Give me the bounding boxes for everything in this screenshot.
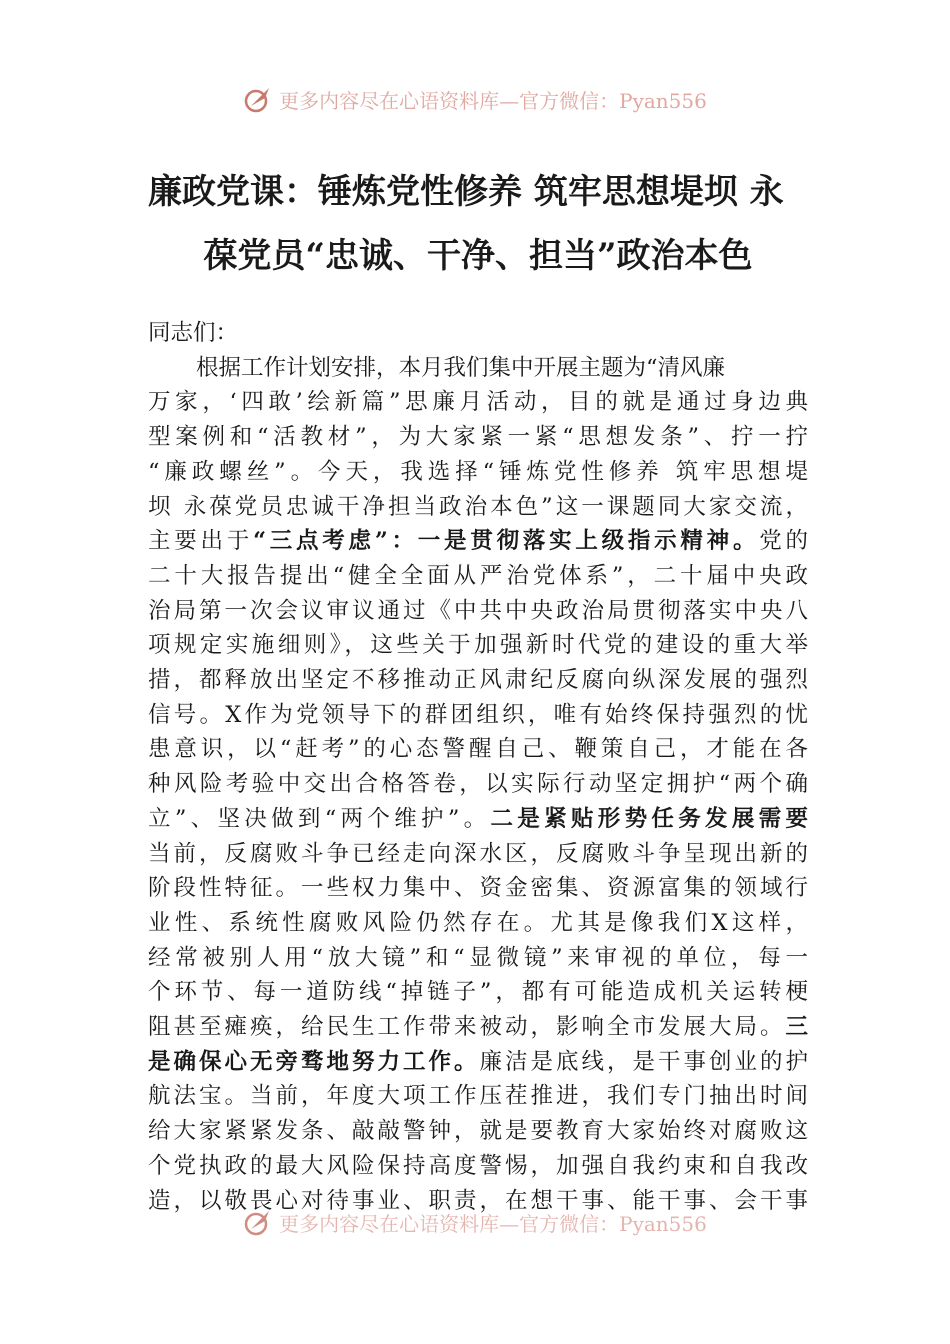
quill-logo-icon <box>243 1207 273 1237</box>
paragraph-line: 措，都释放出坚定不移推动正风肃纪反腐向纵深发展的强烈 <box>148 667 808 694</box>
paragraph-line: 个党执政的最大风险保持高度警惕，加强自我约束和自我改 <box>148 1152 808 1179</box>
bold-text-run: “三点考虑”：一是贯彻落实上级指示精神。 <box>253 528 760 555</box>
paragraph-line: 二十大报告提出“健全全面从严治党体系”，二十届中央政 <box>148 562 808 589</box>
paragraph-line: 患意识，以“赶考”的心态警醒自己、鞭策自己，才能在各 <box>148 736 808 763</box>
paragraph-line: 项规定实施细则》，这些关于加强新时代党的建设的重大举 <box>148 632 808 659</box>
paragraph-line: 治局第一次会议审议通过《中共中央政治局贯彻落实中央八 <box>148 597 808 624</box>
bold-text-run: 二是紧贴形势任务发展需要 <box>490 805 808 832</box>
paragraph-line: 万家，‘四敢’绘新篇”思廉月活动，目的就是通过身边典 <box>148 389 808 416</box>
document-body <box>148 316 808 1218</box>
page-title <box>148 160 808 288</box>
text-run: 立”、坚决做到“两个维护”。 <box>148 805 491 832</box>
paragraph-line: 坝 永葆党员忠诚干净担当政治本色”这一课题同大家交流， <box>148 493 808 520</box>
text-run: 党的 <box>759 528 808 555</box>
title-line-1: 廉政党课：锤炼党性修养 筑牢思想堤坝 永 <box>148 172 784 212</box>
paragraph-line: 业性、系统性腐败风险仍然存在。尤其是像我们X这样， <box>148 909 808 936</box>
paragraph-line: 经常被别人用“放大镜”和“显微镜”来审视的单位，每一 <box>148 944 808 971</box>
watermark-text: 更多内容尽在心语资料库—官方微信：Pyan556 <box>279 1211 707 1236</box>
watermark-text: 更多内容尽在心语资料库—官方微信：Pyan556 <box>279 88 707 113</box>
paragraph-line <box>148 1010 808 1045</box>
paragraph-line: 个环节、每一道防线“掉链子”，都有可能造成机关运转梗 <box>148 979 808 1006</box>
text-run: 主要出于 <box>148 528 254 555</box>
paragraph-line: 造，以敬畏心对待事业、职责，在想干事、能干事、会干事 <box>148 1187 808 1214</box>
paragraph-line <box>148 524 808 559</box>
salutation: 同志们： <box>148 320 239 346</box>
paragraph-line: 种风险考验中交出合格答卷，以实际行动坚定拥护“两个确 <box>148 771 808 798</box>
bold-text-run: 三 <box>785 1014 808 1041</box>
paragraph-line <box>148 1045 808 1080</box>
bold-text-run: 是确保心无旁骛地努力工作。 <box>148 1048 480 1075</box>
paragraph-line: “廉政螺丝”。今天，我选择“锤炼党性修养 筑牢思想堤 <box>148 458 808 485</box>
paragraph-line: 航法宝。当前，年度大项工作压茬推进，我们专门抽出时间 <box>148 1083 808 1110</box>
paragraph-line: 阶段性特征。一些权力集中、资金密集、资源富集的领域行 <box>148 875 808 902</box>
quill-logo-icon <box>243 84 273 114</box>
title-line-2: 葆党员“忠诚、干净、担当”政治本色 <box>203 236 753 276</box>
watermark-header <box>0 84 950 114</box>
text-run: 廉洁是底线，是干事创业的护 <box>479 1048 808 1075</box>
paragraph-line: 信号。X作为党领导下的群团组织，唯有始终保持强烈的忧 <box>148 701 808 728</box>
paragraph-line: 给大家紧紧发条、敲敲警钟，就是要教育大家始终对腐败这 <box>148 1118 808 1145</box>
paragraph-line: 根据工作计划安排，本月我们集中开展主题为“清风廉 <box>196 354 726 381</box>
paragraph-line <box>148 802 808 837</box>
text-run: 阻甚至瘫痪，给民生工作带来被动，影响全市发展大局。 <box>148 1014 786 1041</box>
paragraph-line: 型案例和“活教材”，为大家紧一紧“思想发条”、拧一拧 <box>148 424 808 451</box>
paragraph-line: 当前，反腐败斗争已经走向深水区，反腐败斗争呈现出新的 <box>148 840 808 867</box>
watermark-footer <box>0 1207 950 1237</box>
